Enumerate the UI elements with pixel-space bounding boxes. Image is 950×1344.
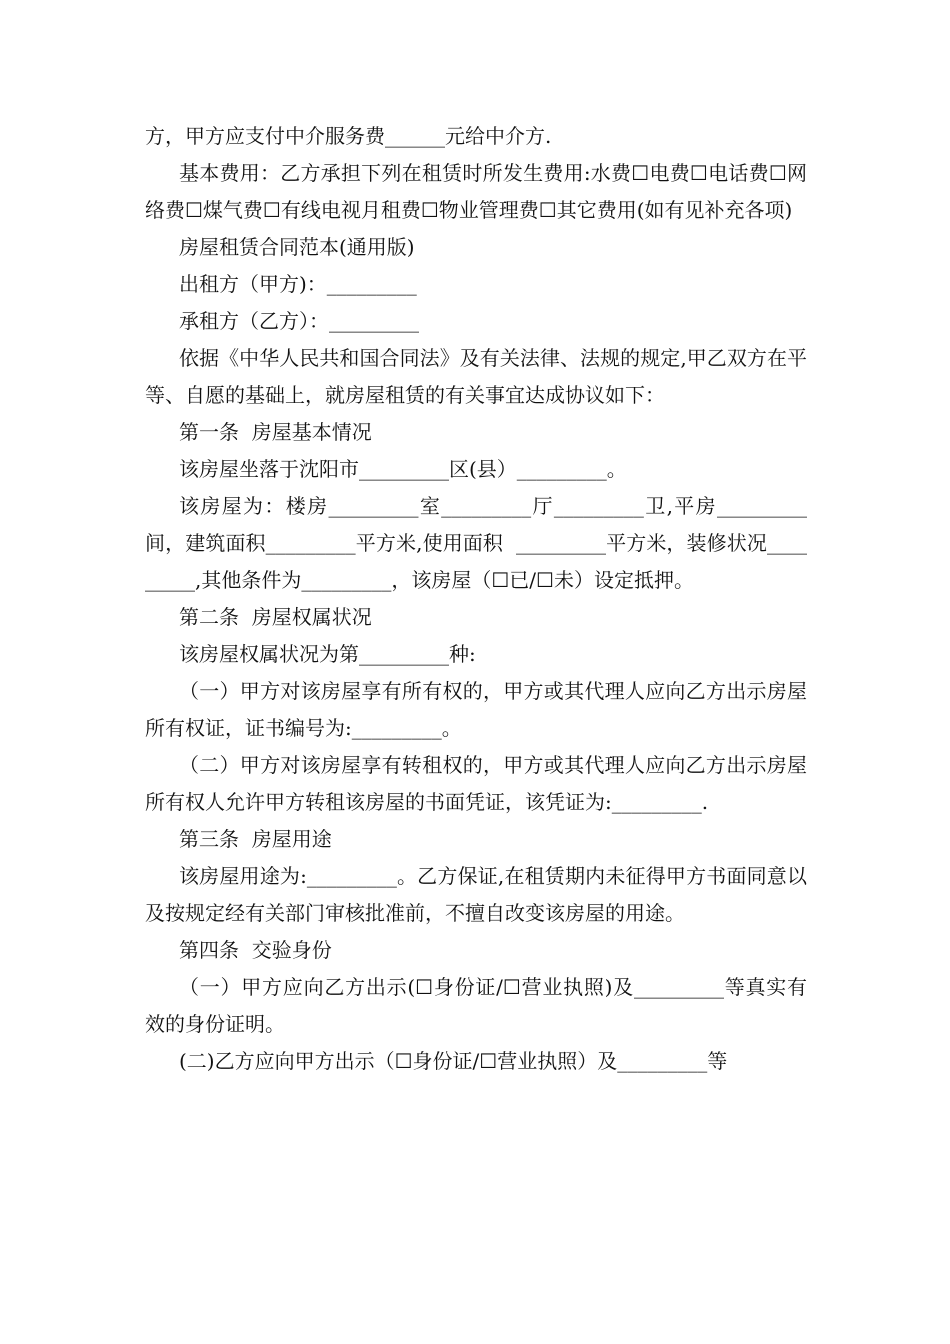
paragraph-location: 该房屋坐落于沈阳市_________区(县）_________。 (179, 457, 627, 481)
paragraph-basic-fees: 基本费用：乙方承担下列在租赁时所发生费用:水费☐电费☐电话费☐网络费☐煤气费☐有线电视月租费☐物业管理费☐其它费用(如有见补充各项) (145, 161, 807, 222)
document-body (145, 118, 807, 1080)
paragraph-lessee: 承租方（乙方）：_________ (179, 309, 419, 333)
article-2-heading: 第二条 房屋权属状况 (179, 605, 372, 629)
article-3-heading: 第三条 房屋用途 (179, 827, 332, 851)
paragraph-lessor: 出租方（甲方)：_________ (179, 272, 417, 296)
paragraph-legal-basis: 依据《中华人民共和国合同法》及有关法律、法规的规定,甲乙双方在平等、自愿的基础上，就房屋租赁的有关事宜达成协议如下： (145, 346, 807, 407)
paragraph-identity-2: (二)乙方应向甲方出示（☐身份证/☐营业执照）及_________等 (179, 1049, 728, 1073)
article-4-heading: 第四条 交验身份 (179, 938, 332, 962)
paragraph-ownership-2: （二）甲方对该房屋享有转租权的，甲方或其代理人应向乙方出示房屋所有权人允许甲方转租该房屋的书面凭证，该凭证为:_________. (145, 753, 807, 814)
paragraph-usage: 该房屋用途为:_________。乙方保证,在租赁期内未征得甲方书面同意以及按规定经有关部门审核批准前，不擅自改变该房屋的用途。 (145, 864, 807, 925)
paragraph-ownership-type: 该房屋权属状况为第_________种: (179, 642, 476, 666)
paragraph-ownership-1: （一）甲方对该房屋享有所有权的，甲方或其代理人应向乙方出示房屋所有权证，证书编号为:_________。 (145, 679, 807, 740)
paragraph-identity-1: （一）甲方应向乙方出示(☐身份证/☐营业执照)及_________等真实有效的身份证明。 (145, 975, 807, 1036)
paragraph-fee-intro: 方，甲方应支付中介服务费______元给中介方. (145, 124, 552, 148)
article-1-heading: 第一条 房屋基本情况 (179, 420, 372, 444)
document-title: 房屋租赁合同范本(通用版) (179, 235, 415, 259)
paragraph-house-details: 该房屋为：楼房_________室_________厅_________卫,平房_________间，建筑面积_________平方米,使用面积 _________平方米，装修状况_________,其他条件为_________，该房屋（☐已/☐未）设定抵押。 (145, 494, 807, 592)
